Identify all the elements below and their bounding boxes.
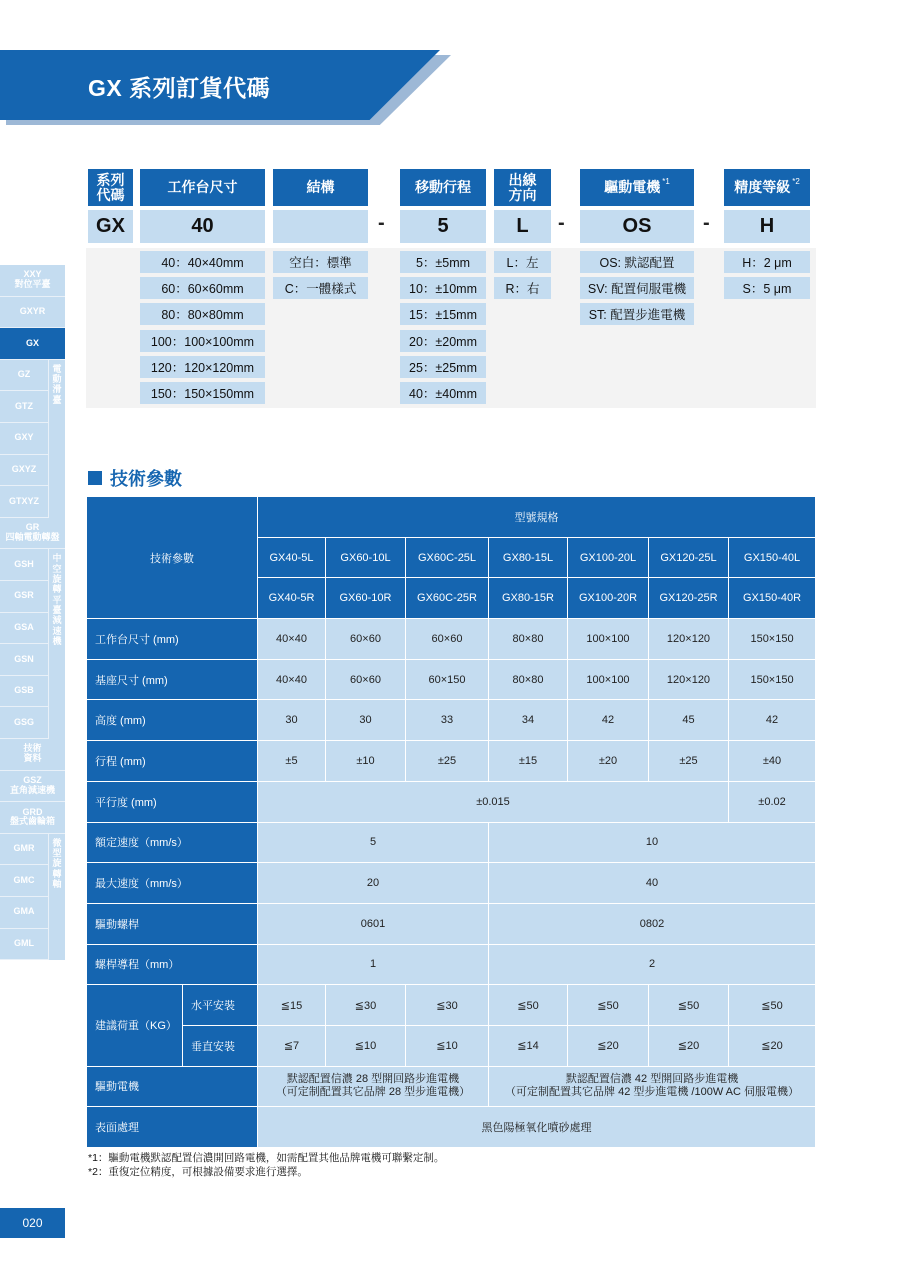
table-cell: 150×150 [729,619,816,660]
structure-header [273,169,368,206]
model-header: GX60-10R [326,578,406,619]
sidebar-item[interactable] [0,391,48,423]
header-text: 工作台尺寸 [167,179,238,196]
model-header: GX100-20L [568,537,649,578]
motor-option: OS: 默認配置 [580,251,694,273]
model-header: GX80-15L [489,537,568,578]
table-cell: ±10 [326,741,406,782]
cable-dir-option: L：左 [494,251,551,273]
model-header: GX120-25L [649,537,729,578]
table-cell: ≦14 [489,1025,568,1066]
table-cell: ±20 [568,741,649,782]
table-cell: 120×120 [649,619,729,660]
sidebar-group-label: 電 動 滑 臺 [48,360,65,518]
page-title: GX 系列訂貨代碼 [88,75,271,101]
stroke-option: 5：±5mm [400,251,486,273]
stroke-option: 15：±15mm [400,303,486,325]
footnote-marker: *1 [662,177,670,187]
model-header: GX150-40R [729,578,816,619]
model-header: GX60C-25R [406,578,489,619]
cable-dir-option: R：右 [494,277,551,299]
table-cell: ≦30 [406,985,489,1026]
stroke-option: 25：±25mm [400,356,486,378]
model-header: GX80-15R [489,578,568,619]
sidebar-item-label: GML [14,937,34,948]
sidebar-item-label: GX [25,337,39,348]
table-cell: 33 [406,700,489,741]
table-cell: 40 [489,863,816,904]
model-header: GX60C-25L [406,537,489,578]
table-cell: 80×80 [489,659,568,700]
series-value: GX [88,210,133,243]
header-text: 結構 [306,179,335,196]
row-label: 工作台尺寸 (mm) [87,619,258,660]
separator-dash: - [378,212,385,234]
sidebar-item-label: GXYZ [11,463,37,474]
header-text: 精度等級 [734,179,791,196]
header-text: 出線 方向 [508,171,537,203]
table-row [87,1107,816,1148]
table-size-option: 100：100×100mm [140,330,265,352]
sidebar-item[interactable] [0,518,65,550]
table-cell: ≦20 [649,1025,729,1066]
table-row [87,619,816,660]
model-header: GX40-5R [258,578,326,619]
section-title-text: 技術參數 [110,469,182,489]
table-cell: 20 [258,863,489,904]
table-size-option: 150：150×150mm [140,382,265,404]
sidebar-item[interactable] [0,644,48,676]
stroke-option: 20：±20mm [400,330,486,352]
accuracy-option: H：2 μm [724,251,810,273]
table-cell: ±0.015 [258,781,729,822]
row-label: 基座尺寸 (mm) [87,659,258,700]
table-cell: 100×100 [568,619,649,660]
sidebar-item[interactable] [0,676,48,708]
square-icon [88,471,102,485]
row-label: 額定速度（mm/s） [87,822,258,863]
table-row [87,822,816,863]
stroke-option: 10：±10mm [400,277,486,299]
motor-note: （可定制配置其它品牌 42 型步進電機 /100W AC 伺服電機） [505,1086,800,1099]
table-cell: 45 [649,700,729,741]
motor-value: OS [580,210,694,243]
row-label: 行程 (mm) [87,741,258,782]
sidebar-item-label: GMC [13,874,35,885]
table-cell: 40×40 [258,659,326,700]
row-label: 高度 (mm) [87,700,258,741]
sidebar-item[interactable] [0,581,48,613]
series-header [88,169,133,206]
spec-header: 型號規格 [258,497,816,538]
row-label: 最大速度（mm/s） [87,863,258,904]
model-header: GX40-5L [258,537,326,578]
model-header: GX100-20R [568,578,649,619]
motor-text: 默認配置信濃 28 型開回路步進電機 [286,1072,460,1085]
table-cell: ±25 [649,741,729,782]
table-row [87,741,816,782]
sidebar-item[interactable] [0,834,48,866]
sidebar-item-label: GSR [14,590,34,601]
table-cell: 42 [568,700,649,741]
table-cell: 10 [489,822,816,863]
table-cell: ≦30 [326,985,406,1026]
table-cell: ≦10 [326,1025,406,1066]
table-cell [489,1066,816,1107]
page-number: 020 [0,1208,65,1238]
table-cell: 30 [326,700,406,741]
table-cell: ±15 [489,741,568,782]
sidebar-item-label: GSN [14,653,34,664]
motor-option: SV: 配置伺服電機 [580,277,694,299]
model-header: GX150-40L [729,537,816,578]
separator-dash: - [703,212,710,234]
row-label: 建議荷重（KG） [87,985,183,1066]
table-cell: 42 [729,700,816,741]
table-cell: ≦20 [568,1025,649,1066]
table-cell: ≦10 [406,1025,489,1066]
sidebar-item-label: GXYR [19,305,46,316]
cable-dir-header [494,169,551,206]
table-cell: 80×80 [489,619,568,660]
table-cell: 34 [489,700,568,741]
stroke-option: 40：±40mm [400,382,486,404]
accuracy-header [724,169,810,206]
sidebar-item-label: GSA [14,621,34,632]
sidebar-item[interactable] [0,297,65,329]
row-sublabel: 垂直安裝 [183,1025,258,1066]
table-size-option: 80：80×80mm [140,303,265,325]
table-cell: ≦50 [729,985,816,1026]
sidebar-item-label: GSB [14,685,34,696]
table-cell: 120×120 [649,659,729,700]
header-text: 驅動電機 [604,179,661,196]
table-size-header [140,169,265,206]
sidebar-item[interactable] [0,771,65,803]
table-row [87,700,816,741]
table-row [87,903,816,944]
header-text: 系列 代碼 [96,171,125,203]
table-cell: 60×60 [406,619,489,660]
table-cell: ≦20 [729,1025,816,1066]
table-cell: 40×40 [258,619,326,660]
stroke-header [400,169,486,206]
sidebar-item[interactable] [0,865,48,897]
table-cell: 0802 [489,903,816,944]
sidebar-group-label: 中 空 旋 轉 平 臺 減 速 機 [48,549,65,739]
table-cell: 黑色陽極氧化噴砂處理 [258,1107,816,1148]
corner-cell: 技術參數 [87,497,258,619]
table-cell: ±0.02 [729,781,816,822]
table-row [87,781,816,822]
sidebar-item-label: GTXYZ [8,495,39,506]
table-cell [258,1066,489,1107]
accuracy-option: S：5 μm [724,277,810,299]
table-row [87,944,816,985]
sidebar-item-label: GTZ [15,400,33,411]
table-cell: ≦50 [649,985,729,1026]
model-header: GX120-25R [649,578,729,619]
structure-value [273,210,368,243]
sidebar-item[interactable] [0,486,48,518]
sidebar-item-label: GSG [13,716,34,727]
table-cell: ≦50 [568,985,649,1026]
table-size-value: 40 [140,210,265,243]
table-size-option: 40：40×40mm [140,251,265,273]
sidebar-item[interactable] [0,802,65,834]
table-cell: ≦7 [258,1025,326,1066]
structure-option: C：一體樣式 [273,277,368,299]
table-cell: 60×60 [326,659,406,700]
sidebar-item-label: GMA [13,906,35,917]
sidebar-item[interactable] [0,549,48,581]
table-cell: ≦15 [258,985,326,1026]
footnotes [88,1152,444,1179]
table-cell: 150×150 [729,659,816,700]
row-label: 表面處理 [87,1107,258,1148]
table-row [87,1066,816,1107]
motor-text: 默認配置信濃 42 型開回路步進電機 [565,1072,739,1085]
motor-note: （可定制配置其它品牌 28 型步進電機） [275,1086,471,1099]
sidebar-item-label: GSH [14,558,34,569]
footnote-marker: *2 [792,177,800,187]
header-banner [0,50,445,123]
sidebar-item-label: GXY [14,432,34,443]
table-cell: ≦50 [489,985,568,1026]
sidebar-item[interactable] [0,707,48,739]
table-cell: ±40 [729,741,816,782]
model-header: GX60-10L [326,537,406,578]
table-size-option: 60：60×60mm [140,277,265,299]
row-sublabel: 水平安裝 [183,985,258,1026]
sidebar-item[interactable] [0,423,48,455]
sidebar-item-label: GR 四軸電動轉盤 [5,522,60,543]
table-row [87,1025,816,1066]
table-cell: 0601 [258,903,489,944]
table-cell: 30 [258,700,326,741]
footnote: *1：驅動電機默認配置信濃開回路電機，如需配置其他品牌電機可聯繫定制。 [88,1152,445,1164]
sidebar-item-label: GRD 盤式齒輪箱 [9,806,55,827]
table-cell: ±5 [258,741,326,782]
stroke-value: 5 [400,210,486,243]
motor-option: ST: 配置步進電機 [580,303,694,325]
tech-spec-table [86,496,816,1148]
accuracy-value: H [724,210,810,243]
motor-header [580,169,694,206]
sidebar-item[interactable] [0,897,48,929]
table-row [87,497,816,538]
row-label: 平行度 (mm) [87,781,258,822]
table-row [87,659,816,700]
row-label: 驅動螺桿 [87,903,258,944]
sidebar-item-label: XXY 對位平臺 [14,269,51,290]
row-label: 驅動電機 [87,1066,258,1107]
sidebar-item-label: GSZ 直角減速機 [9,775,55,795]
table-cell: 100×100 [568,659,649,700]
sidebar-item-label: 技術 資料 [23,743,42,764]
section-title [88,465,182,491]
sidebar-group-label: 微 型 旋 轉 軸 [48,834,65,960]
table-cell: 2 [489,944,816,985]
footnote: *2：重復定位精度，可根據設備要求進行選擇。 [88,1165,308,1178]
table-cell: ±25 [406,741,489,782]
sidebar-item[interactable] [0,265,65,297]
sidebar-item[interactable] [0,455,48,487]
table-cell: 5 [258,822,489,863]
table-row [87,985,816,1026]
sidebar-item[interactable] [0,613,48,645]
separator-dash: - [558,212,565,234]
sidebar-item[interactable] [0,929,48,961]
row-label: 螺桿導程（mm） [87,944,258,985]
table-cell: 60×150 [406,659,489,700]
table-row [87,863,816,904]
table-cell: 1 [258,944,489,985]
table-size-option: 120：120×120mm [140,356,265,378]
sidebar-item[interactable] [0,739,65,771]
header-text: 移動行程 [415,179,471,196]
cable-dir-value: L [494,210,551,243]
sidebar-item-label: GMR [13,843,35,854]
sidebar-item[interactable] [0,328,65,360]
sidebar-item-label: GZ [17,369,31,380]
sidebar-item[interactable] [0,360,48,392]
table-cell: 60×60 [326,619,406,660]
structure-option: 空白：標準 [273,251,368,273]
